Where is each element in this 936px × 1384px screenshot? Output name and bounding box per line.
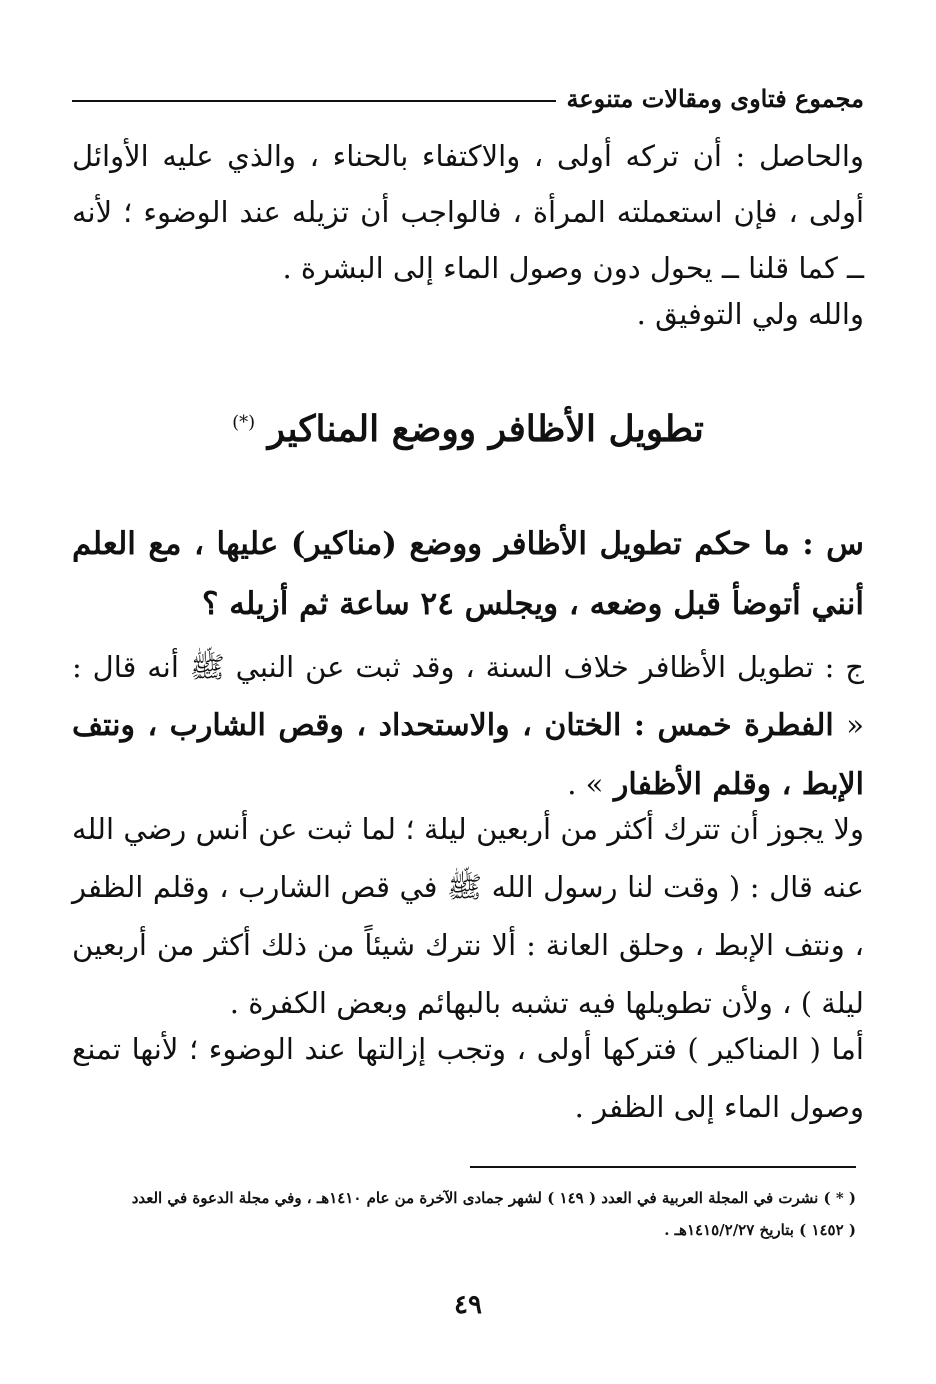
section-title-text: تطويل الأظافر ووضع المناكير xyxy=(267,408,704,450)
footnote-line-1: ( * ) نشرت في المجلة العربية في العدد ( ١٤٩ ) لشهر جمادى الآخرة من عام ١٤١٠هـ ، وفي مجلة الدعوة في العدد xyxy=(131,1189,856,1207)
answer-paragraph xyxy=(72,638,864,814)
nail-polish-paragraph: أما ( المناكير ) فتركها أولى ، وتجب إزالتها عند الوضوء ؛ لأنها تمنع وصول الماء إلى الظفر . xyxy=(72,1032,864,1124)
ruling-paragraph: ولا يجوز أن تترك أكثر من أربعين ليلة ؛ لما ثبت عن أنس رضي الله عنه قال : ( وقت لنا رسول الله ﷺ في قص الشارب ، وقلم الظفر ، ونتف الإبط ، وحلق العانة : ألا نترك شيئاً من ذلك أكثر من أربعين ليلة ) ، ولأن تطويلها فيه تشبه بالبهائم وبعض الكفرة . xyxy=(72,812,864,1020)
answer-intro: ج : تطويل الأظافر خلاف السنة ، وقد ثبت عن النبي ﷺ أنه قال : « xyxy=(72,650,864,742)
footnote-marker: (*) xyxy=(232,412,256,433)
footnote-rule xyxy=(470,1166,856,1168)
closing-paragraph: والحاصل : أن تركه أولى ، والاكتفاء بالحناء ، والذي عليه الأوائل أولى ، فإن استعملته المرأة ، فالواجب أن تزيله عند الوضوء ؛ لأنه ــ كما قلنا ــ يحول دون وصول الماء إلى البشرة . xyxy=(72,139,864,285)
closing-supplication: والله ولي التوفيق . xyxy=(636,297,864,331)
footnote xyxy=(80,1182,856,1246)
header-title: مجموع فتاوى ومقالات متنوعة xyxy=(566,83,864,113)
page-number: ٤٩ xyxy=(454,1290,482,1320)
question-paragraph: س : ما حكم تطويل الأظافر ووضع (مناكير) عليها ، مع العلم أنني أتوضأ قبل وضعه ، ويجلس ٢٤ ساعة ثم أزيله ؟ xyxy=(72,526,864,622)
hadith-quote: الفطرة خمس : الختان ، والاستحداد ، وقص الشارب ، ونتف الإبط ، وقلم الأظفار xyxy=(72,708,864,802)
running-header xyxy=(72,78,864,118)
header-rule xyxy=(72,100,556,102)
section-title xyxy=(0,408,936,450)
footnote-line-2: ( ١٤٥٢ ) بتاريخ ١٤١٥/٢/٢٧هـ . xyxy=(664,1221,856,1239)
answer-end: » . xyxy=(567,767,604,801)
